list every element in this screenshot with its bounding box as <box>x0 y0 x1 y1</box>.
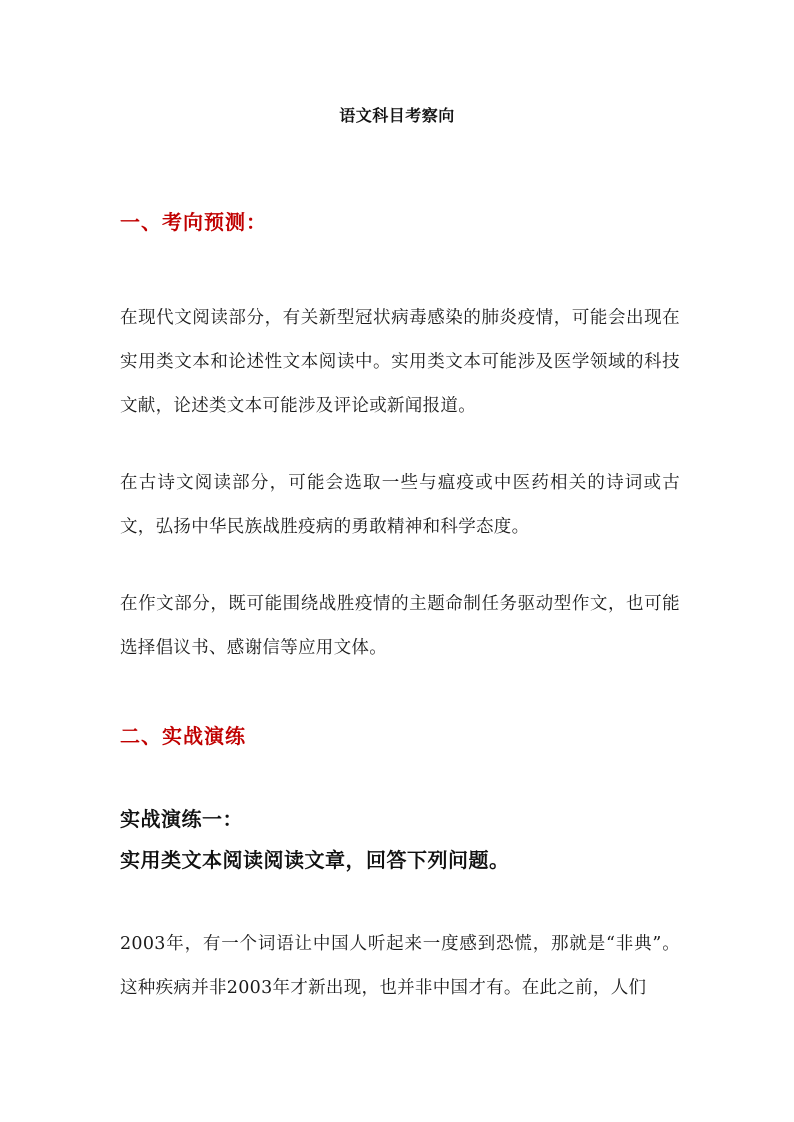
paragraph-modern-reading: 在现代文阅读部分，有关新型冠状病毒感染的肺炎疫情，可能会出现在实用类文本和论述性文本阅读中。实用类文本可能涉及医学领域的科技文献，论述类文本可能涉及评论或新闻报道。 <box>120 308 680 416</box>
exercise-title: 实战演练一： <box>120 807 243 831</box>
paragraph-composition: 在作文部分，既可能围绕战胜疫情的主题命制任务驱动型作文，也可能选择倡议书、感谢信等应用文体。 <box>120 594 680 658</box>
section-heading-forecast: 一、考向预测： <box>120 210 267 234</box>
section-heading-practice: 二、实战演练 <box>120 724 246 748</box>
paragraph-classical-reading: 在古诗文阅读部分，可能会选取一些与瘟疫或中医药相关的诗词或古文，弘扬中华民族战胜疫病的勇敢精神和科学态度。 <box>120 473 680 537</box>
exercise-instruction: 实用类文本阅读阅读文章，回答下列问题。 <box>120 848 510 872</box>
passage-paragraph: 2003年，有一个词语让中国人听起来一度感到恐慌，那就是“非典”。这种疾病并非2003年才新出现，也并非中国才有。在此之前，人们 <box>120 934 680 998</box>
document-title: 语文科目考察向 <box>339 106 455 125</box>
